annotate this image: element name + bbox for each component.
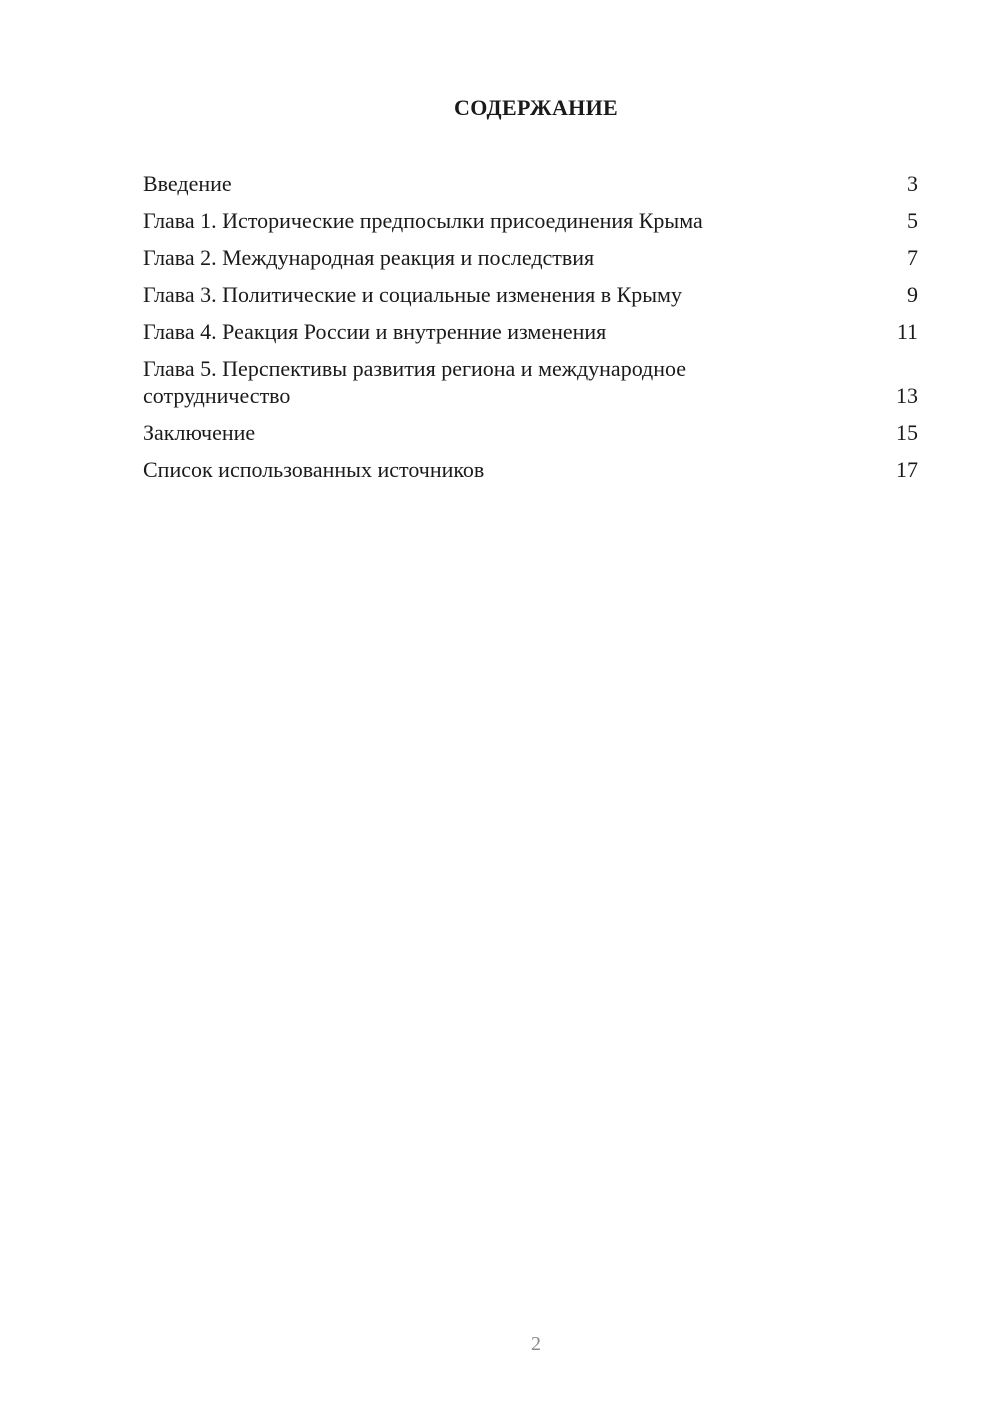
toc-entry-label: Глава 1. Исторические предпосылки присоединения Крыма [143, 208, 703, 233]
toc-entry-label: Введение [143, 171, 232, 196]
page-number: 2 [531, 1333, 541, 1355]
toc-entry-page: 17 [896, 457, 918, 482]
toc-entry-chapter-4 [143, 318, 918, 345]
toc-entry-page: 5 [907, 208, 918, 233]
toc-entry-label: Список использованных источников [143, 457, 485, 482]
toc-entry-chapter-5 [143, 355, 918, 409]
toc-entry-chapter-1 [143, 207, 918, 234]
toc-entry-conclusion [143, 419, 918, 446]
toc-entry-page: 15 [896, 420, 918, 445]
toc-entry-page: 3 [907, 171, 918, 196]
toc-entry-label: Глава 3. Политические и социальные изменения в Крыму [143, 282, 682, 307]
toc-entry-references [143, 456, 918, 483]
toc-entry-chapter-3 [143, 281, 918, 308]
toc-entry-label: Глава 5. Перспективы развития региона и международное сотрудничество [143, 356, 687, 408]
toc-entry-introduction [143, 170, 918, 197]
toc-entry-label: Глава 4. Реакция России и внутренние изменения [143, 319, 607, 344]
table-of-contents [143, 170, 918, 493]
toc-entry-chapter-2 [143, 244, 918, 271]
toc-entry-page: 11 [896, 319, 918, 344]
toc-title: СОДЕРЖАНИЕ [454, 95, 618, 120]
toc-entry-page: 9 [907, 282, 918, 307]
toc-entry-page: 13 [896, 383, 918, 408]
toc-entry-label: Глава 2. Международная реакция и последствия [143, 245, 595, 270]
toc-entry-label: Заключение [143, 420, 256, 445]
toc-entry-page: 7 [907, 245, 918, 270]
